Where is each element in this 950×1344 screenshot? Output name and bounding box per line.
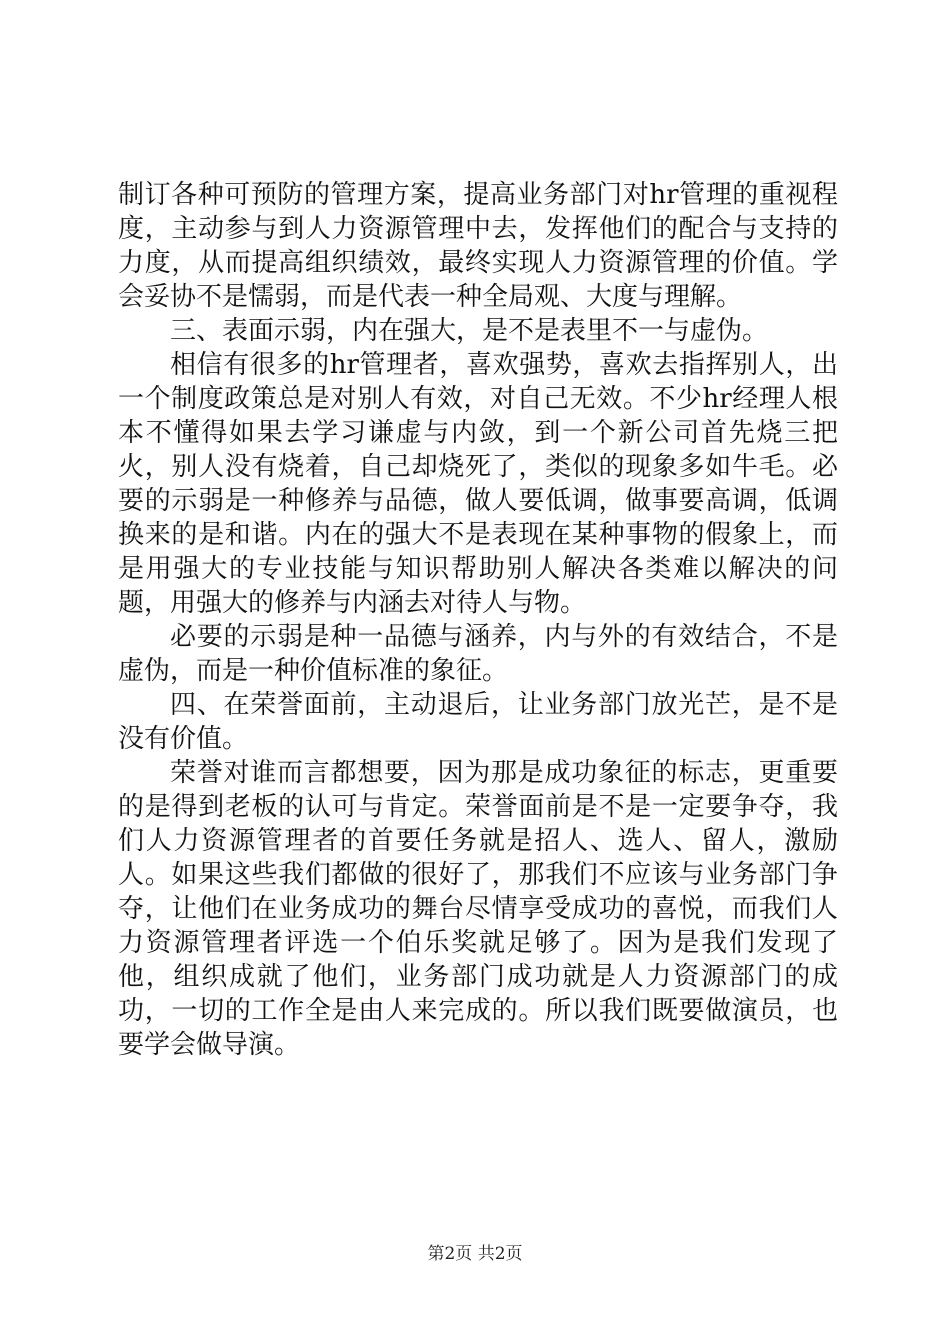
paragraph-2-heading: 三、表面示弱，内在强大，是不是表里不一与虚伪。 xyxy=(170,316,769,346)
paragraph-4: 必要的示弱是种一品德与涵养，内与外的有效结合，不是虚伪，而是一种价值标准的象征。 xyxy=(118,622,838,686)
paragraph-6: 荣誉对谁而言都想要，因为那是成功象征的标志，更重要的是得到老板的认可与肯定。荣誉面前是不是一定要争夺，我们人力资源管理者的首要任务就是招人、选人、留人，激励人。如果这些我们都做的很好了，那我们不应该与业务部门争夺，让他们在业务成功的舞台尽情享受成功的喜悦，而我们人力资源管理者评选一个伯乐奖就足够了。因为是我们发现了他，组织成就了他们，业务部门成功就是人力资源部门的成功，一切的工作全是由人来完成的。所以我们既要做演员，也要学会做导演。 xyxy=(118,758,838,1060)
paragraph-3: 相信有很多的hr管理者，喜欢强势，喜欢去指挥别人，出一个制度政策总是对别人有效，对自己无效。不少hr经理人根本不懂得如果去学习谦虚与内敛，到一个新公司首先烧三把火，别人没有烧着，自己却烧死了，类似的现象多如牛毛。必要的示弱是一种修养与品德，做人要低调，做事要高调，低调换来的是和谐。内在的强大不是表现在某种事物的假象上，而是用强大的专业技能与知识帮助别人解决各类难以解决的问题，用强大的修养与内涵去对待人与物。 xyxy=(118,350,838,618)
document-body xyxy=(118,178,838,1062)
paragraph-5-heading: 四、在荣誉面前，主动退后，让业务部门放光芒，是不是没有价值。 xyxy=(118,690,838,754)
paragraph-1: 制订各种可预防的管理方案，提高业务部门对hr管理的重视程度，主动参与到人力资源管理中去，发挥他们的配合与支持的力度，从而提高组织绩效，最终实现人力资源管理的价值。学会妥协不是懦弱，而是代表一种全局观、大度与理解。 xyxy=(118,180,838,312)
page-footer: 第2页 共2页 xyxy=(427,1244,523,1264)
